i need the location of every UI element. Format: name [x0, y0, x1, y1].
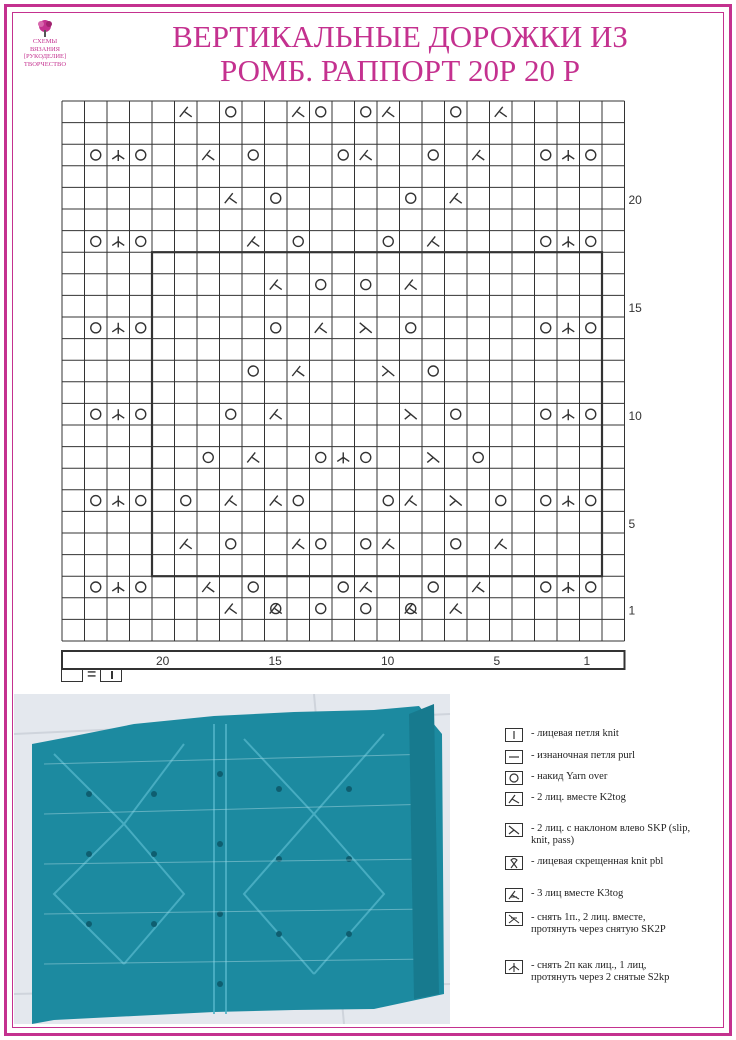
s2kp-mark	[112, 496, 124, 507]
yarn-over-mark	[586, 150, 596, 160]
row-number: 5	[628, 517, 636, 531]
yarn-over-mark	[136, 496, 146, 506]
yarn-over-mark	[91, 409, 101, 419]
k2tog-mark	[270, 409, 282, 419]
skp-mark	[405, 409, 417, 419]
k2tog-mark	[180, 539, 192, 549]
yarn-over-mark	[586, 496, 596, 506]
k2tog-mark	[225, 193, 237, 203]
yarn-over-mark	[271, 193, 281, 203]
legend-item-skp: - 2 лиц. с наклоном влево SKP (slip, knit, pass)	[505, 823, 705, 847]
s2kp-mark	[562, 236, 574, 247]
k2tog-mark	[225, 496, 237, 506]
knit-pbl-symbol-icon	[505, 856, 523, 870]
k2tog-mark	[247, 236, 259, 246]
logo-line-4: ТВОРЧЕСТВО	[23, 60, 67, 68]
k2tog-mark	[450, 193, 462, 203]
yarn-over-mark	[316, 107, 326, 117]
yarn-over-mark	[316, 452, 326, 462]
legend-item-yarn-over: - накид Yarn over	[505, 771, 607, 785]
row-number: 1	[628, 603, 636, 618]
s2kp-mark	[112, 323, 124, 334]
yarn-over-mark	[248, 366, 258, 376]
s2kp-mark	[337, 452, 349, 463]
s2kp-mark	[562, 496, 574, 507]
k2tog-mark	[450, 604, 462, 614]
yarn-over-mark	[136, 582, 146, 592]
yarn-over-mark	[226, 107, 236, 117]
k2tog-mark	[472, 150, 484, 160]
s2kp-mark	[112, 150, 124, 161]
yarn-over-mark	[91, 323, 101, 333]
title-line-2: РОМБ. РАППОРТ 20Р 20 Р	[220, 53, 580, 88]
yarn-over-mark	[226, 409, 236, 419]
yarn-over-mark	[203, 452, 213, 462]
column-number-strip	[62, 651, 625, 669]
yarn-over-mark	[91, 236, 101, 246]
s2kp-mark	[562, 582, 574, 593]
k2tog-mark	[315, 323, 327, 333]
yarn-over-mark	[316, 539, 326, 549]
k2tog-mark	[270, 280, 282, 290]
s2kp-mark	[562, 409, 574, 420]
yarn-over-mark	[361, 539, 371, 549]
skp-mark	[382, 366, 394, 376]
s2kp-mark	[112, 582, 124, 593]
yarn-over-mark	[338, 582, 348, 592]
yarn-over-mark	[136, 409, 146, 419]
skp-mark	[360, 323, 372, 333]
yarn-over-mark	[91, 582, 101, 592]
yarn-over-mark	[361, 604, 371, 614]
yarn-over-mark	[293, 496, 303, 506]
logo-line-1: СХЕМЫ	[32, 38, 58, 45]
legend-item-k3tog: - 3 лиц вместе K3tog	[505, 888, 623, 902]
yarn-over-mark	[428, 582, 438, 592]
yarn-over-mark	[406, 193, 416, 203]
yarn-over-mark	[136, 323, 146, 333]
column-number: 10	[381, 654, 395, 668]
yarn-over-mark	[338, 150, 348, 160]
k2tog-mark	[202, 150, 214, 160]
yarn-over-mark	[361, 452, 371, 462]
row-number: 10	[628, 409, 642, 423]
k2tog-mark	[180, 107, 192, 117]
yarn-over-mark	[586, 236, 596, 246]
yarn-over-mark	[428, 366, 438, 376]
yarn-over-mark	[586, 409, 596, 419]
k2tog-mark	[405, 280, 417, 290]
k2tog-mark	[202, 582, 214, 592]
yarn-over-mark	[181, 496, 191, 506]
k3tog-symbol-icon	[505, 888, 523, 902]
k2tog-symbol-icon	[505, 792, 523, 806]
yarn-over-mark	[271, 323, 281, 333]
column-number: 15	[268, 654, 282, 668]
k2tog-mark	[382, 107, 394, 117]
k2tog-mark	[495, 107, 507, 117]
yarn-over-mark	[451, 409, 461, 419]
row-number: 15	[628, 301, 642, 315]
knit-cell-icon	[100, 668, 122, 682]
legend-item-knit-pbl: - лицевая скрещенная knit pbl	[505, 856, 663, 870]
logo-line-3: [РУКОДЕЛИЕ]	[23, 53, 67, 60]
yarn-over-mark	[136, 236, 146, 246]
k2tog-mark	[360, 582, 372, 592]
yarn-over-mark	[586, 323, 596, 333]
yarn-over-symbol-icon	[505, 771, 523, 785]
yarn-over-mark	[91, 150, 101, 160]
yarn-over-mark	[451, 539, 461, 549]
s2kp-mark	[112, 409, 124, 420]
yarn-over-mark	[293, 236, 303, 246]
legend-item-purl: - изнаночная петля purl	[505, 750, 635, 764]
yarn-over-mark	[541, 409, 551, 419]
yarn-over-mark	[496, 496, 506, 506]
yarn-over-mark	[248, 582, 258, 592]
yarn-over-mark	[361, 280, 371, 290]
key-equals: =	[87, 666, 97, 683]
yarn-over-mark	[541, 496, 551, 506]
s2kp-symbol-icon	[505, 960, 523, 974]
chart-key	[61, 667, 122, 683]
yarn-over-mark	[91, 496, 101, 506]
yarn-over-mark	[226, 539, 236, 549]
yarn-over-mark	[473, 452, 483, 462]
legend-item-s2kp: - снять 2п как лиц., 1 лиц, протянуть через 2 снятые S2kp	[505, 960, 691, 984]
yarn-over-mark	[541, 323, 551, 333]
yarn-over-mark	[136, 150, 146, 160]
knit-symbol-icon	[505, 728, 523, 742]
legend-item-knit: - лицевая петля knit	[505, 728, 619, 742]
yarn-over-mark	[406, 323, 416, 333]
yarn-over-mark	[428, 150, 438, 160]
k2tog-mark	[292, 107, 304, 117]
yarn-over-mark	[248, 150, 258, 160]
purl-symbol-icon	[505, 750, 523, 764]
yarn-over-mark	[383, 496, 393, 506]
column-number: 1	[583, 654, 591, 668]
k2tog-mark	[225, 604, 237, 614]
column-number: 20	[156, 654, 170, 668]
k2tog-mark	[495, 539, 507, 549]
knitted-sample-photo	[14, 694, 450, 1024]
k2tog-mark	[360, 150, 372, 160]
logo-line-2: ВЯЗАНИЯ	[29, 45, 61, 53]
yarn-over-mark	[383, 236, 393, 246]
yarn-over-mark	[541, 150, 551, 160]
yarn-over-mark	[316, 280, 326, 290]
title-line-1: ВЕРТИКАЛЬНЫЕ ДОРОЖКИ ИЗ	[172, 19, 628, 54]
skp-mark	[427, 452, 439, 462]
k2tog-mark	[472, 582, 484, 592]
legend-item-sk2p: - снять 1п., 2 лиц. вместе, протянуть через снятую SK2P	[505, 912, 681, 936]
k2tog-mark	[292, 366, 304, 376]
yarn-over-mark	[451, 107, 461, 117]
k2tog-mark	[292, 539, 304, 549]
yarn-over-mark	[541, 236, 551, 246]
empty-cell-icon	[61, 668, 83, 682]
legend-item-k2tog: - 2 лиц. вместе K2tog	[505, 792, 626, 806]
skp-mark	[450, 496, 462, 506]
yarn-over-mark	[586, 582, 596, 592]
yarn-over-mark	[316, 604, 326, 614]
yarn-over-mark	[361, 107, 371, 117]
s2kp-mark	[112, 236, 124, 247]
k2tog-mark	[247, 452, 259, 462]
sk2p-symbol-icon	[505, 912, 523, 926]
skp-symbol-icon	[505, 823, 523, 837]
k2tog-mark	[270, 496, 282, 506]
s2kp-mark	[562, 150, 574, 161]
column-number: 5	[493, 654, 501, 668]
k2tog-mark	[382, 539, 394, 549]
yarn-over-mark	[541, 582, 551, 592]
s2kp-mark	[562, 323, 574, 334]
row-number: 20	[628, 193, 642, 207]
k2tog-mark	[405, 496, 417, 506]
k2tog-mark	[427, 236, 439, 246]
